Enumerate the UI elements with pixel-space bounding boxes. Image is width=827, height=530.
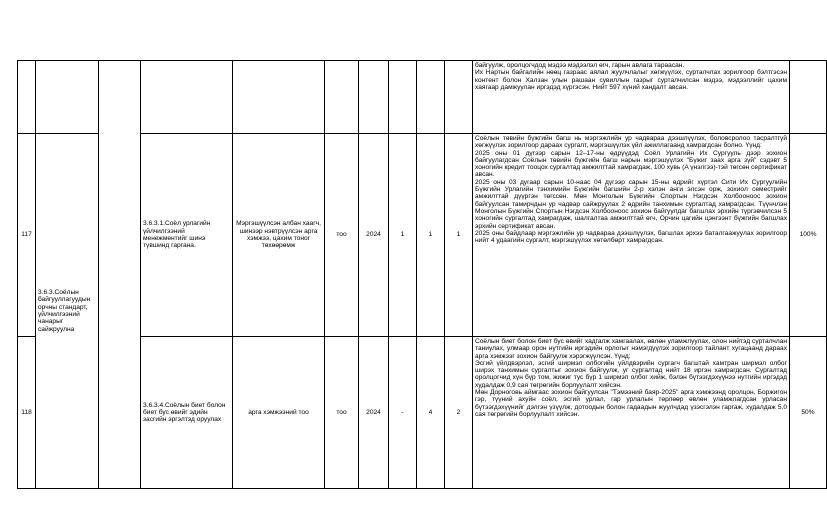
- empty-cell: [99, 61, 141, 489]
- empty-cell: [141, 61, 233, 134]
- empty-cell: [359, 61, 389, 134]
- actual-cell: 2: [445, 337, 473, 489]
- description-paragraph: 2025 оны 01 дүгээр сарын 12–17-ны өдрүүдэд Соёл Урлагийн Их Сургууль дээр зохион байгуулагдсан Соёлын төвийн бүжгийн багш нарын мэргэшүүлэх "Бүжиг заах арга зүй" сэдэвт 5 хоногийн кредит тооцох сургалтад амжилттай хамрагдаж, 100 хувь (A үнэлгээ)-тэй төгсөн сертификат авсан.: [475, 149, 787, 179]
- group-cell: 3.6.3.Соёлын байгууллагуудын орчны стандарт, үйлчилгээний чанарыг сайжруулна: [36, 134, 99, 489]
- empty-cell: [325, 61, 359, 134]
- unit-cell: тоо: [325, 134, 359, 337]
- row-number: 118: [18, 337, 36, 489]
- activity-cell: 3.6.3.1.Соёл урлагийн үйлчилгээний менежментийг шинэ түвшинд гаргана.: [141, 134, 233, 337]
- description-cell: [473, 61, 790, 134]
- description-paragraph: Соёлын төвийн бүжгийн багш нь мэргэжлийн ур чадвараа дээшлүүлэх, боловсролоо тасралтгүй хөгжүүлэх зорилгоор дараах сургалт, мэргэшүүлэх үйл ажиллагаанд хамрагдсан болно. Үүнд:: [475, 135, 787, 150]
- report-table: [17, 60, 827, 489]
- baseline-cell: -: [389, 337, 417, 489]
- percent-cell: 50%: [790, 337, 827, 489]
- empty-cell: [233, 61, 325, 134]
- year-cell: 2024: [359, 337, 389, 489]
- empty-cell: [445, 61, 473, 134]
- description-paragraph: 2025 оны 03 дугаар сарын 10-наас 04 дүгээр сарын 15-ны өдрийг хүртэл Сити Их Сургуулийн Бүжгийн Урлагийн тэнхимийн Бүжгийн багшийн 2-р хэлэн анги элсэн орж, зохиол семестрийг амжилттай дүүргэн төгссөн. Мөн Монголын Бүжгийн Спортын Нэгдсэн Холбооноос зохион байгуулсан тамирчдын ур чадвар сайжруулах 2 өдрийн танхимын сургалтад хамрагдсан. Түүнчлэн Монголын Бүжгийн Спортын Нэгдсэн Холбооноос зохион байгуулдаг багшлах эрхийн түргэвчилсэн 5 хоногийн сургалтад хамрагдаж, шалгалтаа амжилттай өгч, Орчин цагийн цэнгээнт бүжгийн багшлах эрхийн сертификат авсан.: [475, 178, 787, 230]
- target-cell: 4: [417, 337, 445, 489]
- description-paragraph: Их Нартын байгалийн нөөц газрааc аялал жуулчлалыг хөгжүүлэх, сурталчлах зорилгоор бэлтгэсэн контент болон Халзан улын рашаан сувиллын газрыг сурталчилсан мэдээ, мэдээллийг цахим хаягаар дамжуулан иргэдэд хүргэсэн. Нийт 597 хүний хандалт авсан.: [475, 69, 787, 91]
- table-row: [18, 61, 827, 134]
- row-number: [18, 61, 36, 134]
- empty-cell: [389, 61, 417, 134]
- unit-cell: тоо: [325, 337, 359, 489]
- empty-cell: [790, 61, 827, 134]
- description-paragraph: Эсгий үйлдвэрлэл, эсгий ширмэл олбогийн үйлдвэрийн сургагч багштай хамтран ширмэл олбог ширэх танхимын сургалтыг зохион байгуулж, уг сургалтад нийт 18 иргэн хамрагдсан. Сургалтад оролцогчид хүн бүр том, жижиг тус бүр 1 ширмэл олбог хийж, бэлэн бүтээгдэхүүнээ нутгийн иргэдэд худалдаж 0,9 сая төгрөгийн борлуулалт хийсэн.: [475, 359, 787, 389]
- target-cell: 1: [417, 134, 445, 337]
- activity-cell: 3.6.3.4.Соёлын биет болон биет бус өвийг эдийн засгийн эргэлтэд оруулах: [141, 337, 233, 489]
- empty-cell: [417, 61, 445, 134]
- percent-cell: 100%: [790, 134, 827, 337]
- description-paragraph: байгуулж, оролцогчдод мэдээ мэдээлэл өгч, гарын авлага тараасан.: [475, 62, 685, 69]
- description-cell: [473, 134, 790, 337]
- description-paragraph: 2025 оны байдлаар мэргэжлийн ур чадвараа дээшлүүлэх, багшлах эрхээ баталгаажуулах зорилгоор нийт 4 удаагийн сургалт, мэргэшүүлэх хөтөлбөрт хамрагдсан.: [475, 229, 787, 245]
- year-cell: 2024: [359, 134, 389, 337]
- description-cell: [473, 337, 790, 489]
- row-number: 117: [18, 134, 36, 337]
- baseline-cell: 1: [389, 134, 417, 337]
- empty-cell: [36, 61, 99, 134]
- indicator-cell: арга хэмжээний тоо: [233, 337, 325, 489]
- actual-cell: 1: [445, 134, 473, 337]
- indicator-cell: Мэргэшүүлсэн албан хаагч, шинээр нэвтрүүлсэн арга хэмжээ, цахим тоног төхөөрөмж: [233, 134, 325, 337]
- description-paragraph: Мөн Дорноговь аймгаас зохион байгуулсан "Тэмээний баяр-2025" арга хэмжээнд оролцон, Боржигон гэр, түүний ахуйн соёл, эсгий урлал, гар урлалын төрлөөр өвлөн уламжлагдсан урласан бүтээгдэхүүнийг дэлгэн үзүүлж, дотоодын болон гадаадын жуулчдад үзэсгэлэн гаргаж, худалдаж 5,0 сая төгрөгийн борлуулалт хийсэн.: [475, 389, 787, 418]
- description-paragraph: Соёлын биет болон биет бус өвийг хадгалж хамгаалах, өвлөн уламжлуулах, олон нийтэд сурталчлан таниулах, улмаар орон нутгийн иргэдийн орлогыг нэмэгдүүлэх зорилгоор тайлант хугацаанд дараах арга хэмжээг зохион байгуулж хэрэгжүүлсэн. Үүнд:: [475, 338, 787, 360]
